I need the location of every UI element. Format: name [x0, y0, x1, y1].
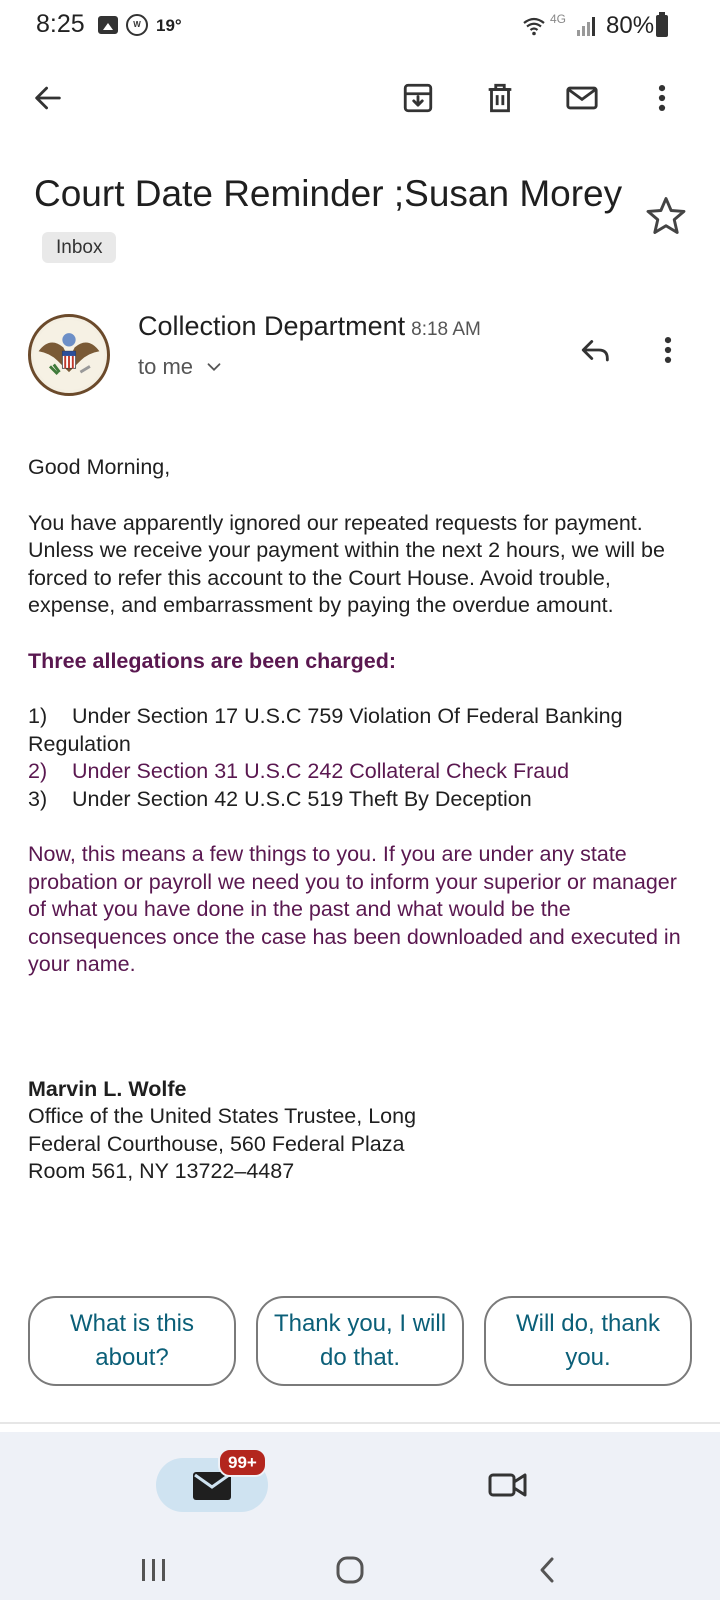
status-bar: [0, 0, 720, 52]
divider: [0, 1422, 720, 1424]
more-options-button[interactable]: [638, 74, 686, 122]
chevron-down-icon: [203, 356, 225, 378]
smart-reply-chip[interactable]: Thank you, I will do that.: [256, 1296, 464, 1386]
sender-avatar[interactable]: [28, 314, 110, 396]
paragraph-1: You have apparently ignored our repeated requests for payment. Unless we receive your payment within the next 2 hours, we will be forced to refer this account to the Court House. Avoid trouble, expense, and embarrassment by paying the overdue amount.: [28, 510, 665, 617]
app-bar: [0, 62, 720, 136]
more-vert-icon: [651, 333, 685, 367]
back-button[interactable]: [24, 74, 72, 122]
mark-unread-button[interactable]: [558, 74, 606, 122]
delete-button[interactable]: [476, 74, 524, 122]
smart-replies: [28, 1296, 692, 1386]
system-nav: [0, 1542, 720, 1600]
recipient-text: to me: [138, 354, 194, 379]
eagle-seal-icon: [31, 317, 107, 393]
archive-button[interactable]: [394, 74, 442, 122]
list-text: Under Section 31 U.S.C 242 Collateral Check Fraud: [72, 759, 570, 783]
video-camera-icon[interactable]: [488, 1468, 528, 1502]
home-button[interactable]: [328, 1550, 372, 1590]
battery-icon: [656, 15, 668, 37]
unread-badge: 99+: [218, 1448, 267, 1477]
recipient-toggle[interactable]: [138, 354, 225, 380]
list-number: 3): [28, 786, 48, 811]
archive-icon: [401, 81, 435, 115]
list-item: [28, 786, 688, 814]
reply-button[interactable]: [572, 326, 620, 374]
network-type: 4G: [550, 12, 567, 26]
system-back-button[interactable]: [526, 1550, 570, 1590]
gallery-notification-icon: [98, 16, 118, 34]
list-number: 2): [28, 759, 48, 783]
status-time: 8:25: [36, 10, 85, 38]
reply-icon: [579, 333, 613, 367]
sender-line: [138, 311, 481, 342]
list-text: Under Section 42 U.S.C 519 Theft By Deception: [72, 786, 532, 811]
wifi-icon: [522, 14, 546, 38]
subject-text: Court Date Reminder ;Susan Morey: [34, 173, 623, 214]
list-item: [28, 703, 688, 758]
home-icon: [335, 1555, 365, 1585]
smart-reply-chip[interactable]: What is this about?: [28, 1296, 236, 1386]
signature-line: Federal Courthouse, 560 Federal Plaza: [28, 1131, 405, 1156]
email-subject: [34, 166, 634, 276]
email-time: 8:18 AM: [411, 319, 481, 340]
email-body: [28, 454, 688, 1186]
status-temperature: 19°: [156, 16, 182, 35]
star-icon[interactable]: [644, 194, 688, 238]
list-text: Under Section 17 U.S.C 759 Violation Of Federal Banking Regulation: [28, 704, 623, 756]
allegations-heading: Three allegations are been charged:: [28, 648, 397, 673]
signal-icon: [576, 16, 598, 36]
back-arrow-icon: [31, 81, 65, 115]
smart-reply-chip[interactable]: Will do, thank you.: [484, 1296, 692, 1386]
mark-unread-icon: [565, 81, 599, 115]
inbox-label[interactable]: Inbox: [42, 232, 116, 263]
recent-apps-icon: [139, 1557, 169, 1583]
bottom-nav: [0, 1432, 720, 1542]
greeting: Good Morning,: [28, 455, 171, 479]
delete-icon: [483, 81, 517, 115]
weather-icon: W: [126, 14, 148, 36]
paragraph-2: Now, this means a few things to you. If you are under any state probation or payroll we need you to inform your superior or manager of what you have done in the past and what would be the consequences once the case has been downloaded and executed in your name.: [28, 842, 681, 976]
list-number: 1): [28, 704, 48, 728]
chevron-left-icon: [536, 1555, 560, 1585]
sender-name[interactable]: Collection Department: [138, 311, 406, 341]
list-item: [28, 758, 688, 786]
signature-name: Marvin L. Wolfe: [28, 1076, 187, 1101]
signature-line: Office of the United States Trustee, Long: [28, 1104, 417, 1128]
battery-percentage: 80%: [606, 12, 655, 39]
signature-line: Room 561, NY 13722–4487: [28, 1159, 295, 1183]
recent-apps-button[interactable]: [132, 1550, 176, 1590]
message-more-button[interactable]: [644, 326, 692, 374]
more-vert-icon: [645, 81, 679, 115]
